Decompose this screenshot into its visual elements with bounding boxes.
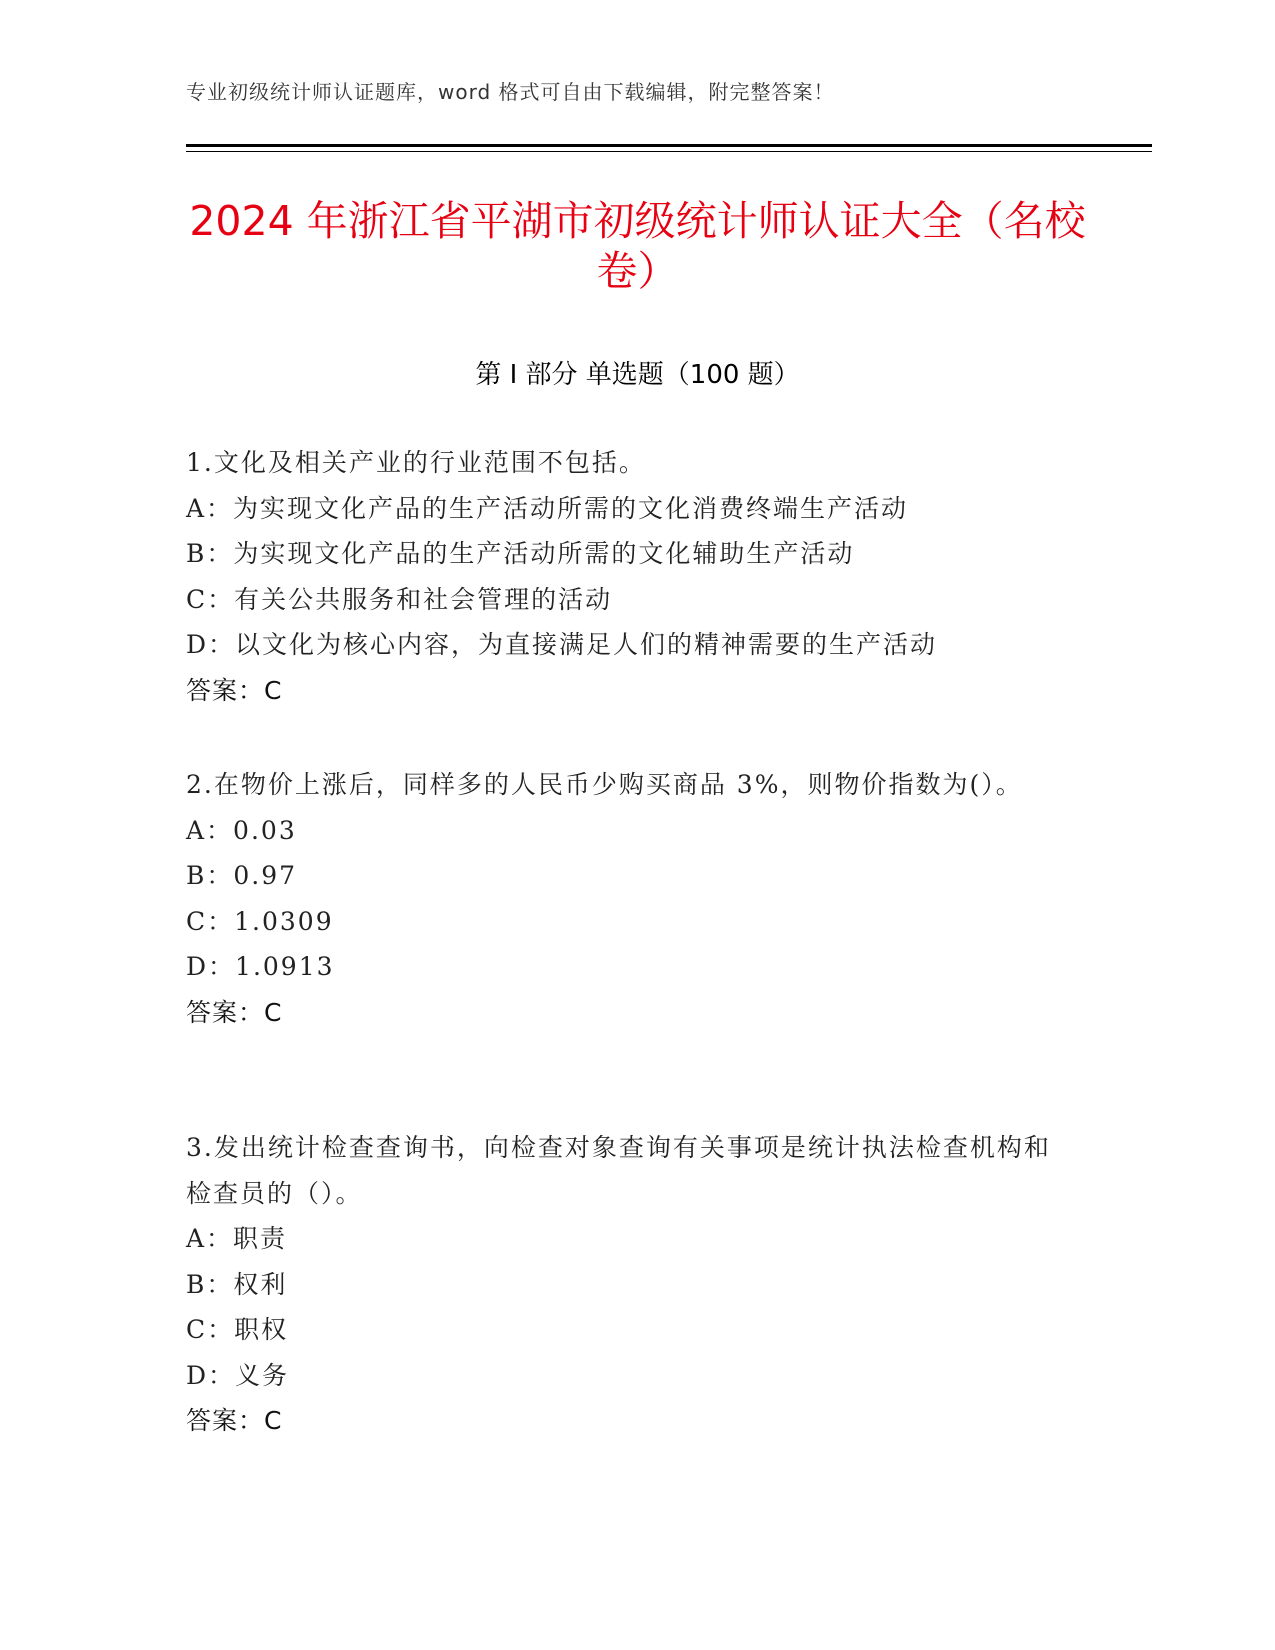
header-note: 专业初级统计师认证题库，word 格式可自由下载编辑，附完整答案！ bbox=[186, 80, 835, 104]
option-b: B：0.97 bbox=[186, 861, 298, 890]
header-rule-thick bbox=[186, 144, 1152, 147]
document-title: 2024 年浙江省平湖市初级统计师认证大全（名校卷） bbox=[189, 197, 1086, 295]
question-stem: 3.发出统计检查查询书，向检查对象查询有关事项是统计执法检查机构和检查员的（）。 bbox=[186, 1133, 1051, 1208]
option-a: A：0.03 bbox=[186, 815, 297, 845]
option-d: D：1.0913 bbox=[186, 952, 335, 981]
answer: 答案：C bbox=[186, 997, 283, 1027]
question-stem: 2.在物价上涨后，同样多的人民币少购买商品 3%，则物价指数为(）。 bbox=[186, 770, 1023, 799]
option-d: D：以文化为核心内容，为直接满足人们的精神需要的生产活动 bbox=[186, 630, 938, 659]
question-2 bbox=[186, 762, 1066, 1035]
option-a: A：为实现文化产品的生产活动所需的文化消费终端生产活动 bbox=[186, 493, 909, 523]
option-a: A：职责 bbox=[186, 1224, 288, 1253]
question-1 bbox=[186, 440, 1066, 713]
option-d: D：义务 bbox=[186, 1360, 290, 1390]
option-c: C：职权 bbox=[186, 1315, 289, 1344]
header-rule-thin bbox=[186, 151, 1152, 152]
question-3 bbox=[186, 1125, 1066, 1444]
option-b: B：为实现文化产品的生产活动所需的文化辅助生产活动 bbox=[186, 539, 855, 568]
answer: 答案：C bbox=[186, 675, 283, 705]
option-c: C：有关公共服务和社会管理的活动 bbox=[186, 584, 613, 614]
option-c: C：1.0309 bbox=[186, 906, 334, 936]
answer: 答案：C bbox=[186, 1406, 283, 1435]
question-stem: 1.文化及相关产业的行业范围不包括。 bbox=[186, 448, 646, 477]
section-title: 第 I 部分 单选题（100 题） bbox=[475, 360, 800, 390]
option-b: B：权利 bbox=[186, 1269, 288, 1299]
